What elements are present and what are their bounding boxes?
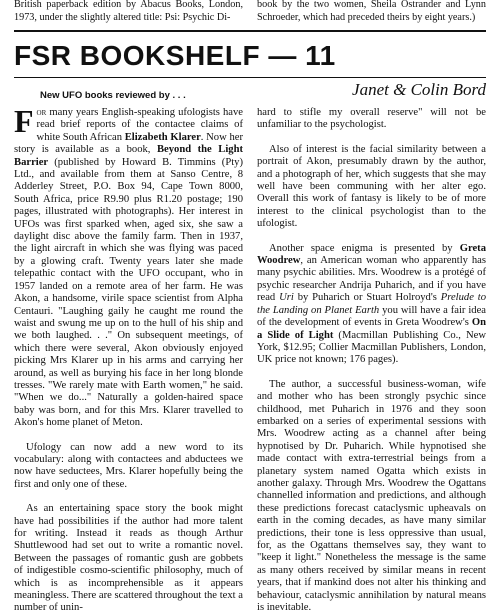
author-name-klarer: Elizabeth Klarer [124, 131, 201, 143]
book-title-on-a-slide-of-light: On a Slide of Light [257, 317, 486, 341]
paragraph-lead-in: or [36, 107, 47, 118]
top-divider [14, 30, 486, 32]
paragraph-continued: hard to stifle my overall reserve" will not be unfamiliar to the psychologist. [257, 107, 486, 131]
author-name-woodrew: Greta Woodrew [257, 242, 486, 267]
title-divider [14, 77, 486, 78]
paragraph-text: Another space enigma is presented by [269, 242, 460, 254]
book-title-uri: Uri [279, 292, 294, 304]
paragraph-woodrew-sessions: The author, a successful business-woman, wife and mother who has been strongly psychic since childhood, met Puharich in 1976 and they soon embarked on a series of experimental sessions with Mrs. Woodrew acting as a channel after being hypnotised by Dr. Puharich. While hypnotised she made contact with extra-terrestrial beings from a planetary system named Ogatta which exists in another galaxy. Through Mrs. Woodrew the Ogattans channelled information and predictions, and although these predictions forecast cataclysmic upheavals on earth in the coming decades, as have many similar predictions, their tone is less oppressive than usual, for, as the Ogattans themselves say, they want to "keep it light." Nonetheless the message is the same as many others received by similar means in recent years, that if mankind does not alter his thinking and behaviour, cataclysmic annihilation by natural means is inevitable. [257, 378, 486, 614]
paragraph-text: (Macmillan Publishing Co., New York, $12.95; Collier Macmillan Publishers, London, UK price not known; 176 pages). [257, 329, 486, 366]
drop-cap: F [14, 103, 34, 139]
previous-article-tail [14, 0, 486, 28]
article-column-right [257, 107, 486, 614]
article-body [14, 103, 486, 614]
reviewed-by-label: New UFO books reviewed by . . . [40, 90, 186, 101]
paragraph-woodrew-intro [257, 243, 486, 367]
book-title-beyond-the-light-barrier: Beyond the Light Barrier [14, 144, 243, 168]
paragraph-text: (published by Howard B. Timmins (Pty) Ltd., and available from them at Sanso Centre, 8 Adderley Street, P.O. Box 94, Cape Town 8000, South Africa, price R9.90 plus R1.20 postage; 190 pages, illustrated with photographs). Her interest in UFOs was first sparked when, aged six, she saw a daylight disc above the family farm. Then in 1937, the light aircraft in which she was flying was paced by a glowing craft. Twenty years later she made telepathic contact with the UFO occupant, who in 1957 landed on a remote area of her farm. He was Akon, a handsome, virile space scientist from Alpha Centauri. "Laughing gaily he caught me round the waist and swung me up on to the hull of his ship and we both laughed. . ." On subsequent meetings, of which there were several, Akon obviously enjoyed picking Mrs Klarer up in his arms and carrying her around, as well as burying his face in her long blonde tresses. "We rarely mate with Earth women," he said. "When we do..." Naturally a golden-haired space baby was born, and for this Mrs. Klarer travelled to Akon's home planet of Meton. [14, 156, 243, 429]
paragraph-akon-portrait: Also of interest is the facial similarity between a portrait of Akon, presumably drawn by the author, and a photograph of her, which suggests that she may well have been communing with her alter ego. Overall this work of fantasy is likely to be of more interest to the clinical psychologist than to the ufologist. [257, 143, 486, 230]
paragraph-text: you will have a fair idea of the development of events in Greta Woodrew's [257, 304, 486, 329]
paragraph-text: by Puharich or Stuart Holroyd's [293, 292, 441, 304]
article-column-left [14, 103, 243, 614]
paragraph-writing-critique: As an entertaining space story the book might have had possibilities if the author had more talent for writing. Instead it reads as though Arthur Shuttlewood had set out to write a romantic novel. Between the passages of romantic gush are gobbets of indigestible cosmo-scientific philosophy, much of which is as incomprehensible as it appears meaningless. There are scattered throughout the text a number of unin- [14, 503, 243, 614]
page-title: FSR BOOKSHELF — 11 [14, 40, 336, 71]
paragraph-text: many years English-speaking ufologists have read brief reports of the contactee claims of white South African [36, 107, 243, 143]
previous-article-left-text: British paperback edition by Abacus Books, London, 1973, under the slightly altered title: Psi: Psychic Di- [14, 0, 243, 23]
paragraph-klarer-intro [14, 103, 243, 430]
book-title-prelude: Prelude to the Landing on Planet Earth [257, 292, 486, 316]
paragraph-seductees: Ufology can now add a new word to its vocabulary: along with contactees and abductees we now have seductees, Mrs. Klarer hopefully being the first and only one of these. [14, 441, 243, 490]
paragraph-text: . Now her story is available as a book, [14, 131, 243, 156]
paragraph-text: , an American woman who apparently has many psychic abilities. Mrs. Woodrew is a protégé of psychic researcher Andrija Puharich, and if you have read [257, 255, 486, 304]
author-byline: Janet & Colin Bord [352, 80, 486, 99]
previous-article-right-text: book by the two women, Sheila Ostrander and Lynn Schroeder, which had preceded theirs by eight years.) [257, 0, 486, 23]
